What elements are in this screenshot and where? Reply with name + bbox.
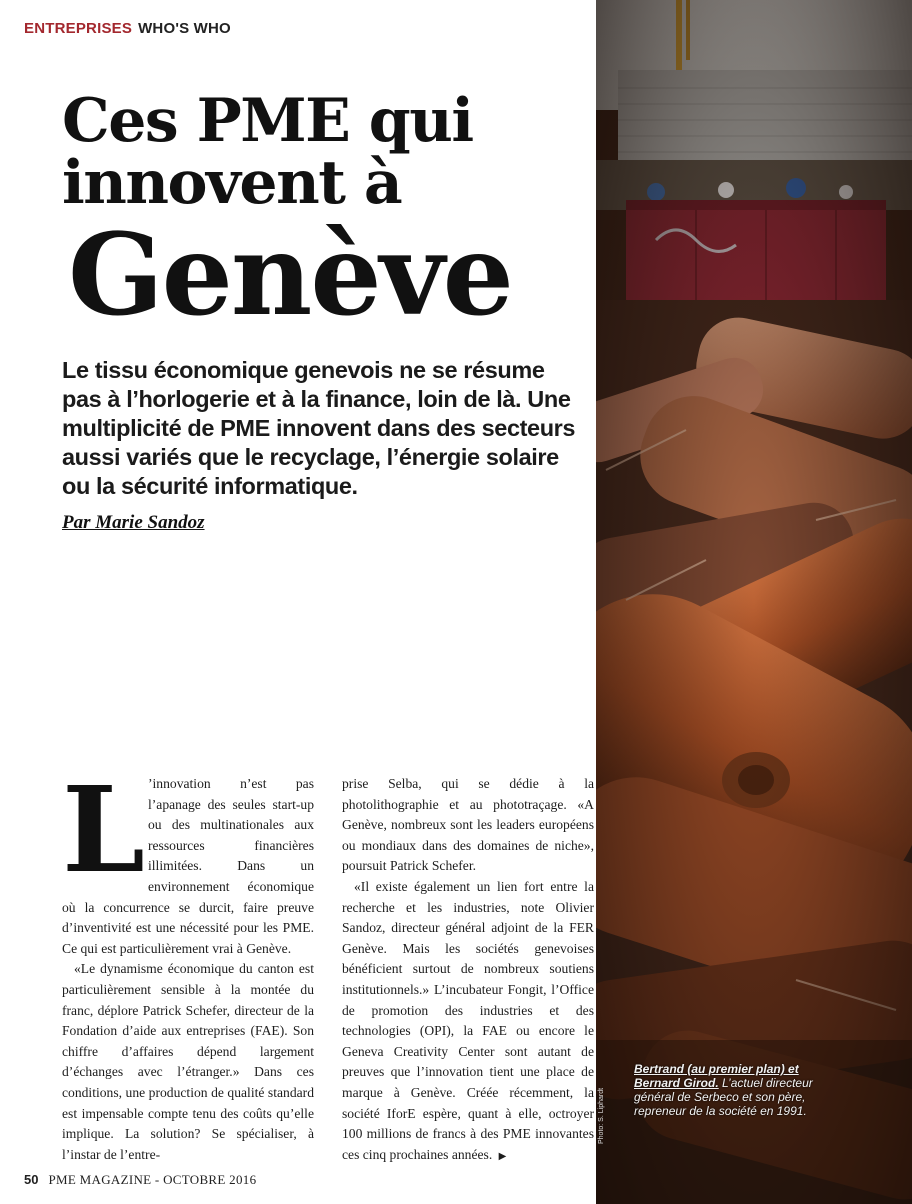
section-header xyxy=(24,20,231,37)
photo-credit xyxy=(598,1088,618,1148)
article-lede: Le tissu économique genevois ne se résume pas à l’horlogerie et à la finance, loin de là. Une multiplicité de PME innovent dans des secteurs aussi variés que le recyclage, l’énergie solaire ou la sécurité informatique. xyxy=(62,357,576,499)
magazine-issue: PME MAGAZINE - OCTOBRE 2016 xyxy=(48,1172,257,1187)
byline: Par Marie Sandoz xyxy=(62,512,205,533)
body-paragraph: «Le dynamisme économique du canton est particulièrement sensible à la montée du franc, déplore Patrick Schefer, directeur de la Fondation d’aide aux entreprises (FAE). Son chiffre d’affaires dépend largement d’échanges avec l’étranger.» Dans ces conditions, une production de qualité standard est impensable compte tenu des coûts qu’elle implique. La solution? Se spécialiser, à l’instar de l’entre- xyxy=(62,961,314,1162)
photo-credit-text: Photo: S. Liphardt xyxy=(598,1087,605,1144)
paragraph-text: «Il existe également un lien fort entre la recherche et les industries, note Olivier Sandoz, directeur général adjoint de la FER Genève. Mais les sociétés genevoises bénéficient surtout de nombreux soutiens institutionnels.» L’incubateur Fongit, l’Office de promotion des industries et des technologies (OPI), la FAE ou encore le Geneva Creativity Center sont autant de preuves que l’innovation tient une place de marque à Genève. Créée récemment, la société IforE espère, quant à elle, octroyer 100 millions de francs à des PME innovantes ces cinq prochaines années. xyxy=(342,878,594,1162)
photo-caption xyxy=(634,1062,824,1118)
caption-names: Bertrand (au premier plan) et Bernard Girod. xyxy=(634,1062,799,1090)
body-column-2 xyxy=(342,774,594,1167)
title-line-2: innovent à xyxy=(62,148,402,218)
log-pile-photo xyxy=(596,0,912,1204)
body-paragraph: prise Selba, qui se dédie à la photolithographie et au phototraçage. «A Genève, nombreux sont les leaders européens ou mondiaux dans des domaines de niche», poursuit Patrick Schefer. xyxy=(342,776,594,874)
caption-text: L’actuel directeur général de Serbeco et son père, repreneur de la société en 1991. xyxy=(634,1076,813,1118)
body-paragraph xyxy=(342,877,594,1167)
drop-cap: L xyxy=(62,760,145,899)
title-line-3: Genève xyxy=(68,210,512,341)
article-photo xyxy=(596,0,912,1204)
title-line-1: Ces PME qui xyxy=(62,86,473,156)
body-paragraph xyxy=(62,760,314,959)
subsection-label: WHO'S WHO xyxy=(138,20,231,37)
continue-arrow-icon: ▶ xyxy=(498,1150,507,1162)
page-footer xyxy=(24,1172,256,1188)
section-label: ENTREPRISES xyxy=(24,20,133,37)
page-number: 50 xyxy=(24,1172,39,1187)
body-column-1 xyxy=(62,760,314,1165)
paragraph-text: ’innovation n’est pas l’apanage des seules start-up ou des multinationales aux ressources financières illimitées. Dans un environnement économique où la concurrence se durcit, faire preuve d’inventivité est une nécessité pour les PME. Ce qui est particulièrement vrai à Genève. xyxy=(62,776,314,956)
article-title xyxy=(62,86,592,341)
